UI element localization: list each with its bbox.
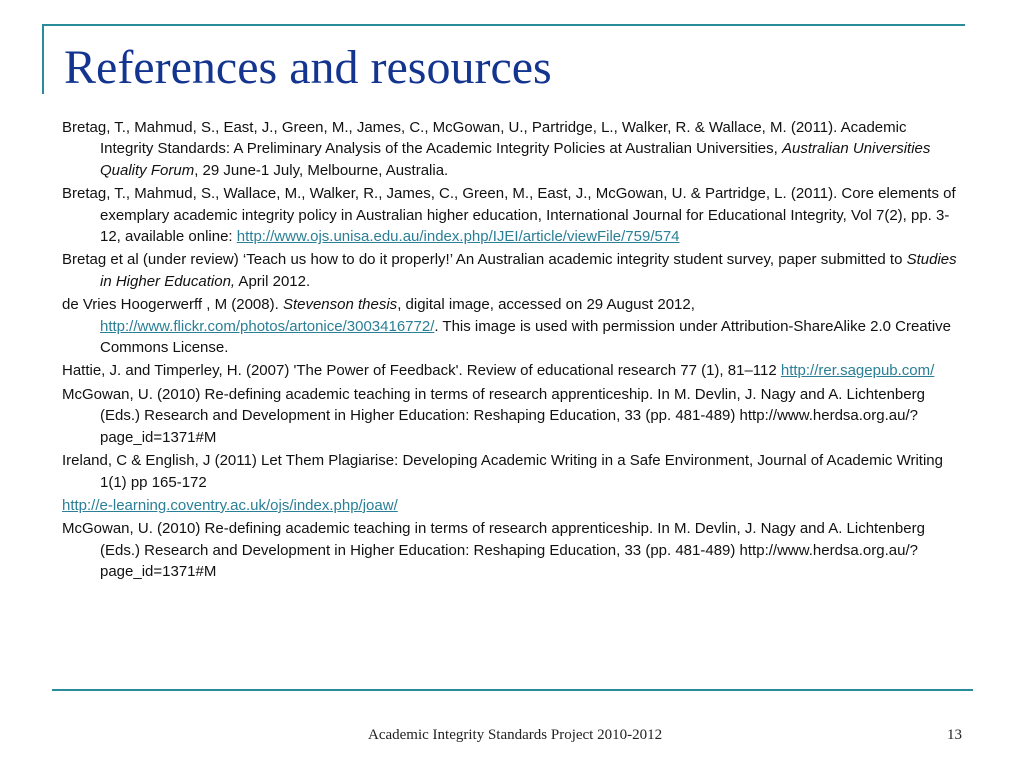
footer-text: Academic Integrity Standards Project 2010-2012 xyxy=(368,727,663,743)
reference-text: , digital image, accessed on 29 August 2012, xyxy=(397,296,695,314)
reference-text: Ireland, C & English, J (2011) Let Them Plagiarise: Developing Academic Writing in a Safe Environment, Journal of Academic Writing 1(1) pp 165-172 xyxy=(62,452,943,491)
reference-italic-text: Australian Universities Quality Forum xyxy=(100,140,931,179)
reference-item xyxy=(62,294,962,358)
frame-top-line xyxy=(42,24,965,26)
footer-divider xyxy=(52,689,973,691)
reference-text: de Vries Hoogerwerff , M (2008). xyxy=(62,296,283,314)
reference-text: Bretag, T., Mahmud, S., East, J., Green, M., James, C., McGowan, U., Partridge, L., Walker, R. & Wallace, M. (2011). Academic Integrity Standards: A Preliminary Analysis of the Academic Integrity Policies at Australian Universities, xyxy=(62,119,907,158)
reference-item xyxy=(62,117,962,181)
reference-link[interactable]: http://www.ojs.unisa.edu.au/index.php/IJEI/article/viewFile/759/574 xyxy=(236,228,680,246)
reference-item xyxy=(62,249,962,292)
reference-list xyxy=(62,117,962,585)
reference-item xyxy=(62,183,962,247)
reference-text: McGowan, U. (2010) Re-defining academic teaching in terms of research apprenticeship. In M. Devlin, J. Nagy and A. Lichtenberg (Eds.) Research and Development in Higher Education: Reshaping Education, 33 (pp. 481-489) http://www.herdsa.org.au/?page_id=1371#M xyxy=(62,520,925,581)
reference-item xyxy=(62,360,962,381)
page-number: 13 xyxy=(947,727,962,743)
slide-title: References and resources xyxy=(64,41,552,94)
reference-text: McGowan, U. (2010) Re-defining academic teaching in terms of research apprenticeship. In M. Devlin, J. Nagy and A. Lichtenberg (Eds.) Research and Development in Higher Education: Reshaping Education, 33 (pp. 481-489) http://www.herdsa.org.au/?page_id=1371#M xyxy=(62,385,925,446)
reference-item xyxy=(62,518,962,582)
reference-text: Bretag, T., Mahmud, S., Wallace, M., Walker, R., James, C., Green, M., East, J., McGowan, U. & Partridge, L. (2011). Core elements of exemplary academic integrity policy in Australian higher education, International Journal for Educational Integrity, Vol 7(2), pp. 3-12, available online: xyxy=(62,185,956,246)
reference-text: Bretag et al (under review) ‘Teach us how to do it properly!’ An Australian academic integrity student survey, paper submitted to xyxy=(62,251,907,269)
reference-italic-text: Stevenson thesis xyxy=(282,296,398,314)
reference-link[interactable]: http://www.flickr.com/photos/artonice/3003416772/ xyxy=(100,317,435,335)
reference-text: Hattie, J. and Timperley, H. (2007) 'The Power of Feedback'. Review of educational research 77 (1), 81–112 xyxy=(62,362,781,380)
frame-left-line xyxy=(42,24,44,94)
reference-item xyxy=(62,384,962,448)
reference-italic-text: Studies in Higher Education, xyxy=(100,251,957,290)
reference-link[interactable]: http://rer.sagepub.com/ xyxy=(780,362,935,380)
reference-item xyxy=(62,450,962,493)
reference-link[interactable]: http://e-learning.coventry.ac.uk/ojs/index.php/joaw/ xyxy=(62,496,398,514)
reference-text: . This image is used with permission under Attribution-ShareAlike 2.0 Creative Commons License. xyxy=(100,317,951,357)
reference-text: April 2012. xyxy=(235,272,311,290)
reference-text: , 29 June-1 July, Melbourne, Australia. xyxy=(194,161,449,179)
